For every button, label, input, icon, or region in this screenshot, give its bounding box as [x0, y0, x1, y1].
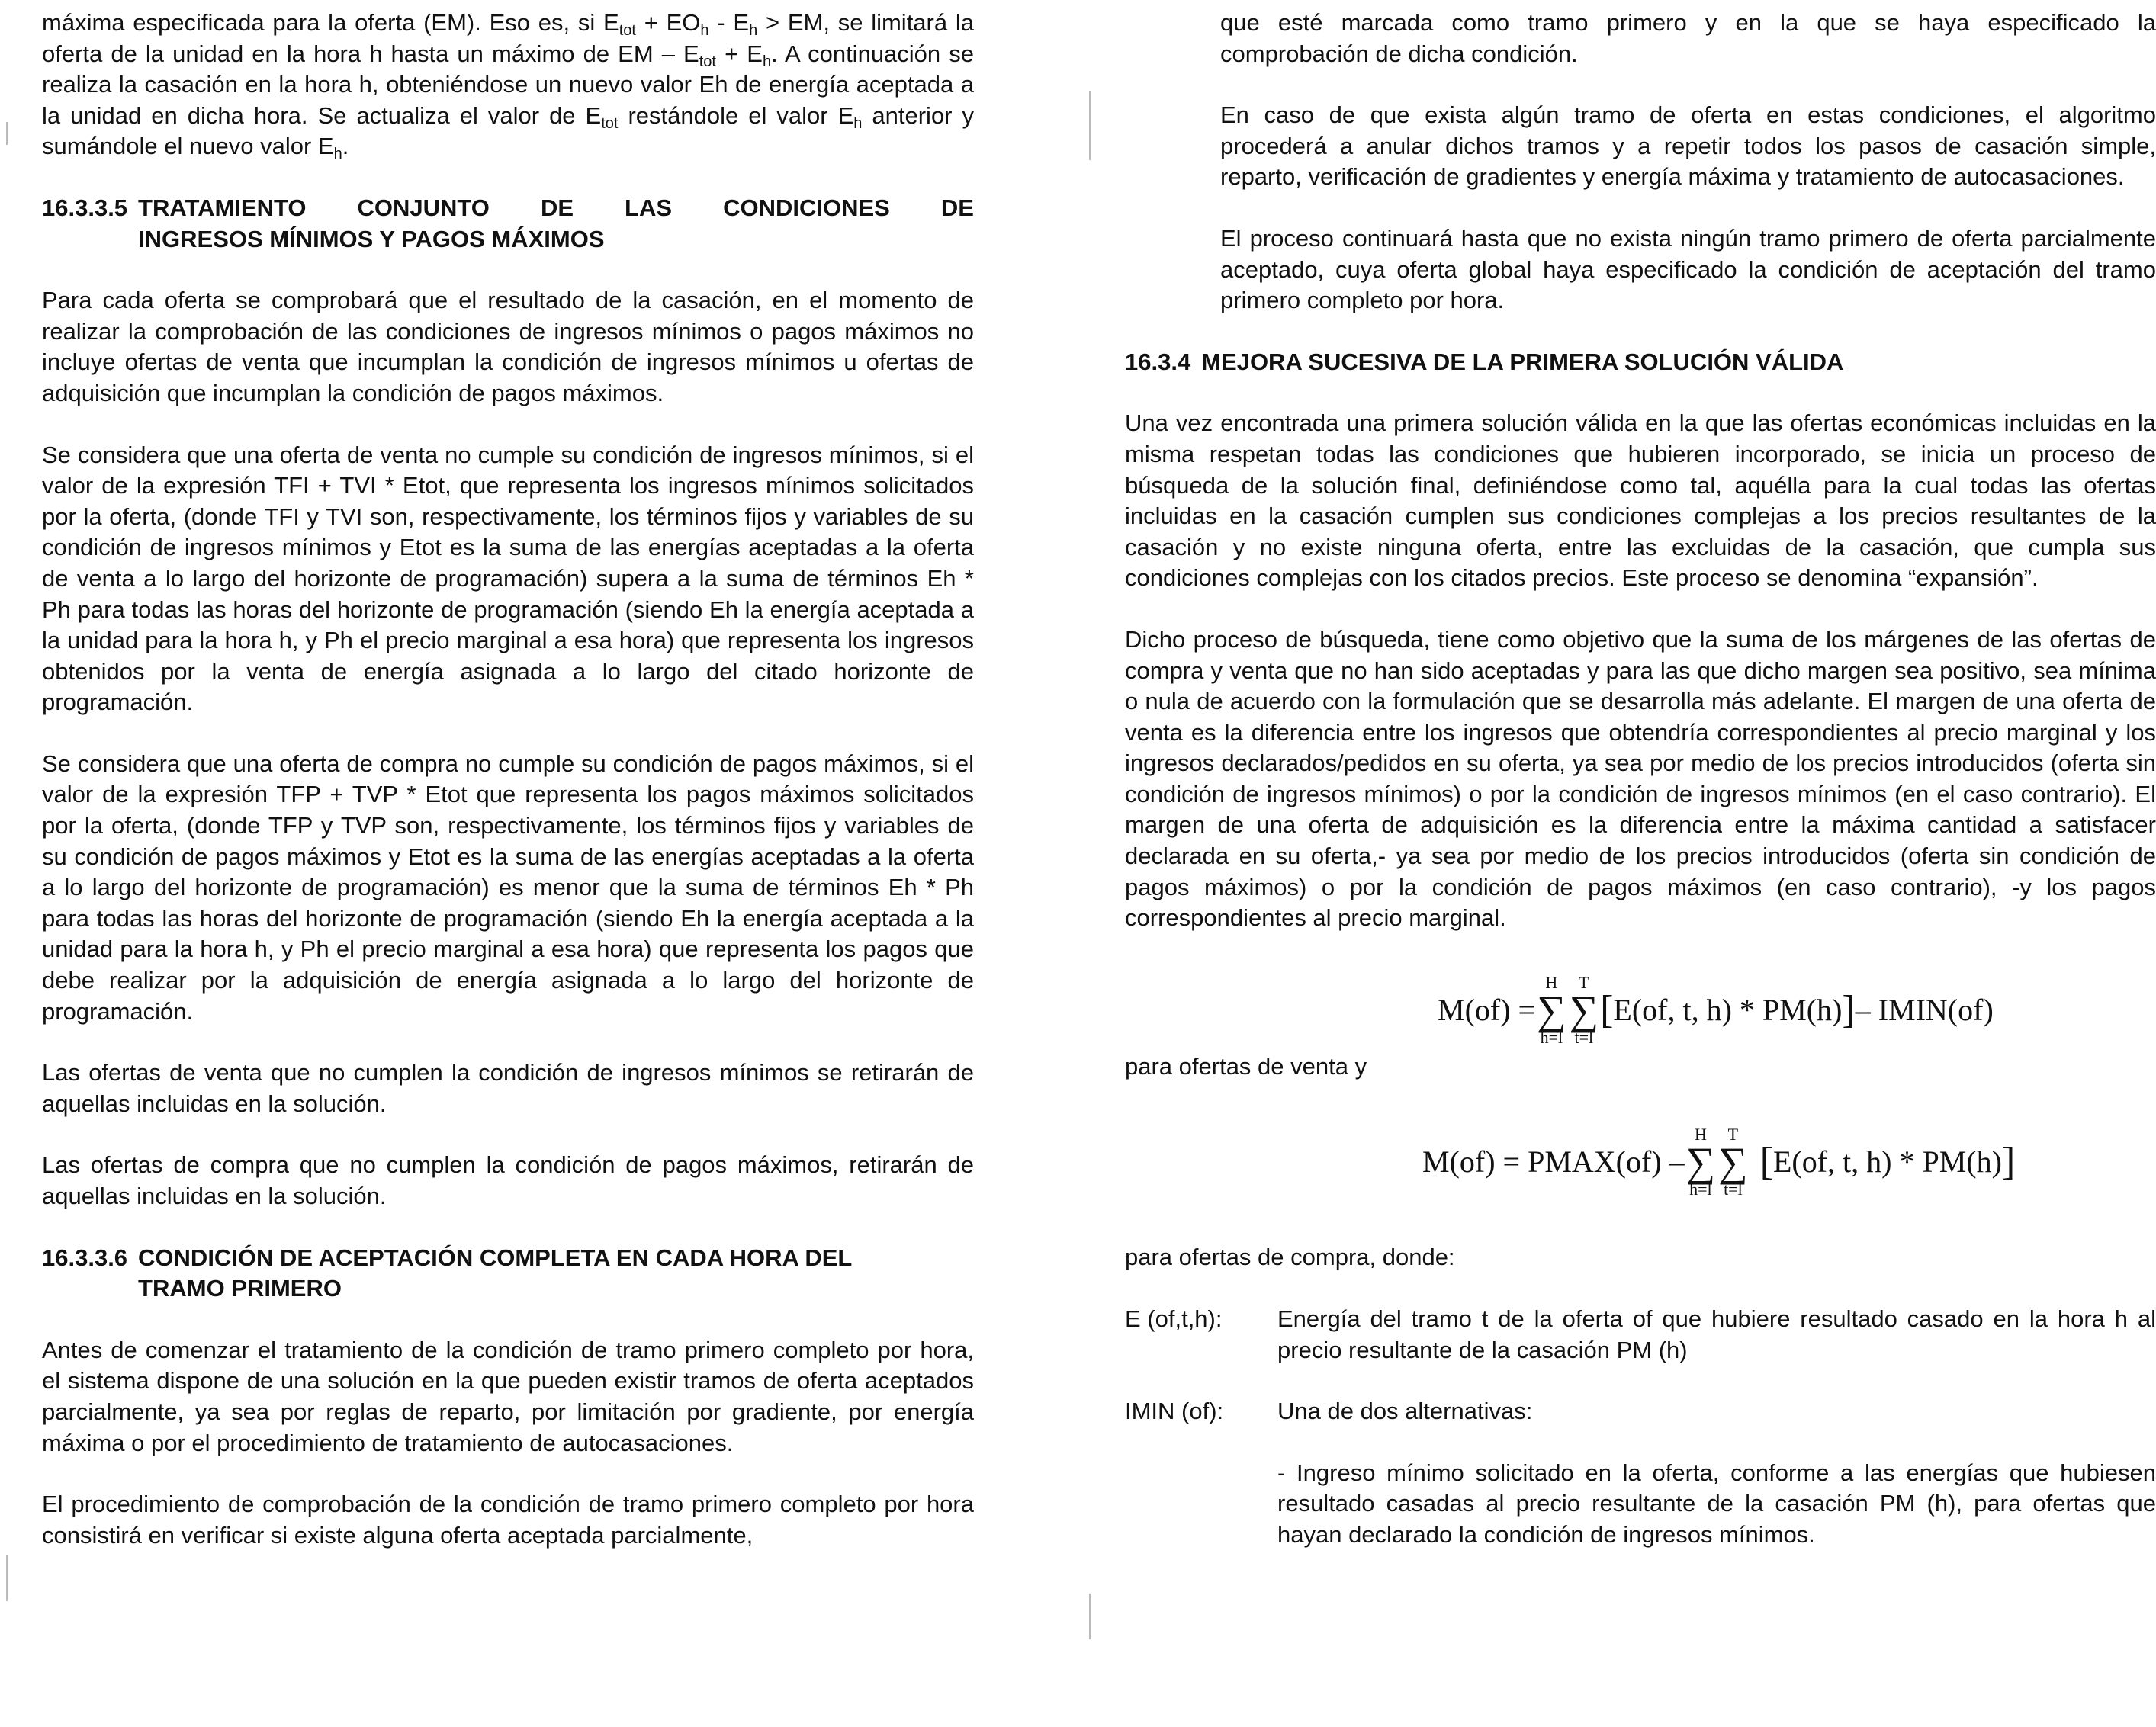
- definition-term: E (of,t,h):: [1125, 1305, 1223, 1333]
- definition-description: Una de dos alternativas:: [1277, 1398, 1533, 1425]
- scan-mark: [1089, 1594, 1091, 1639]
- definition-item: [1125, 1304, 2156, 1366]
- scan-mark: [6, 122, 8, 145]
- definition-description: Energía del tramo t de la oferta of que hubiere resultado casado en la hora h al precio resultante de la casación PM (h): [1277, 1305, 2156, 1363]
- paragraph-check-conditions: Para cada oferta se comprobará que el resultado de la casación, en el momento de realizar la comprobación de las condiciones de ingresos mínimos o pagos máximos no incluye ofertas de venta que incumplan la condición de ingresos mínimos u ofertas de adquisición que incumplan la condición de pagos máximos.: [42, 287, 974, 406]
- scan-mark: [1089, 91, 1091, 160]
- section-heading-16-3-3-6: [42, 1243, 974, 1305]
- definition-term: [1125, 1458, 1277, 1551]
- paragraph-continued: que esté marcada como tramo primero y en la que se haya especificado la comprobación de dicha condición.: [1220, 9, 2156, 67]
- paragraph-purchase-offer-condition: Se considera que una oferta de compra no cumple su condición de pagos máximos, si el valor de la expresión TFP + TVP * Etot que representa los pagos máximos solicitados por la oferta, (donde TFP y TVP son, respectivamente, los términos fijos y variables de su condición de pagos máximos y Etot es la suma de las energías aceptadas a la oferta a lo largo del horizonte de programación) es menor que la suma de términos Eh * Ph para todas las horas del horizonte de programación (siendo Eh la energía aceptada a la unidad para la hora h, y Ph el precio marginal a esa hora) que representa los pagos que debe realizar por la adquisición de energía asignada a lo largo del horizonte de programación.: [42, 750, 974, 1025]
- left-column: [42, 8, 974, 1581]
- paragraph-process-continue: El proceso continuará hasta que no exista ningún tramo primero de oferta parcialmente aceptado, cuya oferta global haya especificado la condición de aceptación del tramo primero completo por hora.: [1220, 224, 2156, 314]
- paragraph-energy-limit: máxima especificada para la oferta (EM). Eso es, si $E_{tot} + EO_h - E_h$ > EM, se limitará la oferta de la unidad en la hora h hasta un máximo de EM – $E_{tot} + E_h$. A continuación se realiza la casación en la hora h, obteniéndose un nuevo valor Eh de energía aceptada a la unidad en dicha hora. Se actualiza el valor de $E_{tot}$ restándole el valor $E_h$ anterior y sumándole el nuevo valor $E_h$.: [42, 9, 975, 163]
- paragraph-first-tranche-intro: Antes de comenzar el tratamiento de la condición de tramo primero completo por hora, el sistema dispone de una solución en la que pueden existir tramos de oferta aceptados parcialmente, ya sea por reglas de reparto, por limitación por gradiente, por energía máxima o por el procedimiento de tratamiento de autocasaciones.: [42, 1336, 974, 1456]
- scan-mark: [6, 1555, 8, 1601]
- right-column: [1125, 8, 2156, 1581]
- paragraph-sale-removal: Las ofertas de venta que no cumplen la condición de ingresos mínimos se retirarán de aquellas incluidas en la solución.: [42, 1059, 974, 1117]
- section-title: TRATAMIENTO CONJUNTO DE LAS CONDICIONES DE INGRESOS MÍNIMOS Y PAGOS MÁXIMOS: [138, 194, 974, 252]
- formula-purchase-margin: M(of) = PMAX(of) – H ∑ h=l T ∑ t=l [ E(of, t, h) * PM(h) ]: [1422, 1125, 2016, 1199]
- section-heading-16-3-4: [1125, 347, 2156, 378]
- paragraph-cancel-tranches: En caso de que exista algún tramo de oferta en estas condiciones, el algoritmo procederá a anular dichos tramos y a repetir todos los pasos de casación simple, reparto, verificación de gradientes y energía máxima y tratamiento de autocasaciones.: [1220, 101, 2156, 191]
- paragraph-sale-offer-condition: Se considera que una oferta de venta no cumple su condición de ingresos mínimos, si el valor de la expresión TFI + TVI * Etot, que representa los ingresos mínimos solicitados por la oferta, (donde TFI y TVI son, respectivamente, los términos fijos y variables de su condición de ingresos mínimos y Etot es la suma de las energías aceptadas a la oferta de venta a lo largo del horizonte de programación) supera a la suma de términos Eh * Ph para todas las horas del horizonte de programación (siendo Eh la energía aceptada a la unidad para la hora h, y Ph el precio marginal a esa hora) que representa los ingresos obtenidos por la venta de energía asignada a lo largo del citado horizonte de programación.: [42, 441, 974, 716]
- section-title: MEJORA SUCESIVA DE LA PRIMERA SOLUCIÓN VÁLIDA: [1201, 348, 1844, 375]
- paragraph-search-objective: Dicho proceso de búsqueda, tiene como objetivo que la suma de los márgenes de las ofertas de compra y venta que no han sido aceptadas y para las que dicho margen sea positivo, sea mínima o nula de acuerdo con la formulación que se desarrolla más adelante. El margen de una oferta de venta es la diferencia entre los ingresos que obtendría correspondientes al precio marginal y los ingresos declarados/pedidos en su oferta, ya sea por medio de los precios introducidos (oferta sin condición de ingresos mínimos) o por la condición de ingresos mínimos (en el caso contrario). El margen de una oferta de adquisición es la diferencia entre la máxima cantidad a satisfacer declarada en su oferta,- ya sea por medio de los precios introducidos (oferta sin condición de pagos máximos) o por la condición de pagos máximos (en caso contrario), -y los pagos correspondientes al precio marginal.: [1125, 625, 2156, 932]
- section-heading-16-3-3-5: [42, 193, 974, 255]
- definition-item: [1125, 1396, 2156, 1427]
- definition-description: - Ingreso mínimo solicitado en la oferta, conforme a las energías que hubiesen resultado casadas al precio resultante de la casación PM (h), para ofertas que hayan declarado la condición de ingresos mínimos.: [1277, 1459, 2156, 1548]
- section-number: 16.3.4: [1125, 348, 1191, 375]
- formula-sale-margin: M(of) = H ∑ h=l T ∑ t=l [ E(of, t, h) * PM(h) ] – IMIN(of): [1438, 972, 1994, 1047]
- label-sale-offers: para ofertas de venta y: [1125, 1052, 1367, 1080]
- paragraph-first-tranche-procedure: El procedimiento de comprobación de la condición de tramo primero completo por hora consistirá en verificar si existe alguna oferta aceptada parcialmente,: [42, 1491, 974, 1549]
- section-number: 16.3.3.5: [42, 194, 128, 221]
- definition-term: IMIN (of):: [1125, 1398, 1224, 1425]
- section-title: CONDICIÓN DE ACEPTACIÓN COMPLETA EN CADA HORA DEL TRAMO PRIMERO: [138, 1244, 853, 1302]
- paragraph-purchase-removal: Las ofertas de compra que no cumplen la condición de pagos máximos, retirarán de aquellas incluidas en la solución.: [42, 1151, 974, 1209]
- paragraph-expansion: Una vez encontrada una primera solución válida en la que las ofertas económicas incluidas en la misma respetan todas las condiciones que hubieren incorporado, se inicia un proceso de búsqueda de la solución final, definiéndose como tal, aquélla para la cual todas las ofertas incluidas en la casación cumplen sus condiciones complejas a los precios resultantes de la casación y no existe ninguna oferta, entre las excluidas de la casación, que cumpla sus condiciones complejas con los citados precios. Este proceso se denomina “expansión”.: [1125, 409, 2156, 592]
- definition-item: [1125, 1458, 2156, 1551]
- definition-list: [1125, 1304, 2156, 1551]
- section-number: 16.3.3.6: [42, 1244, 128, 1271]
- label-purchase-offers: para ofertas de compra, donde:: [1125, 1244, 1455, 1271]
